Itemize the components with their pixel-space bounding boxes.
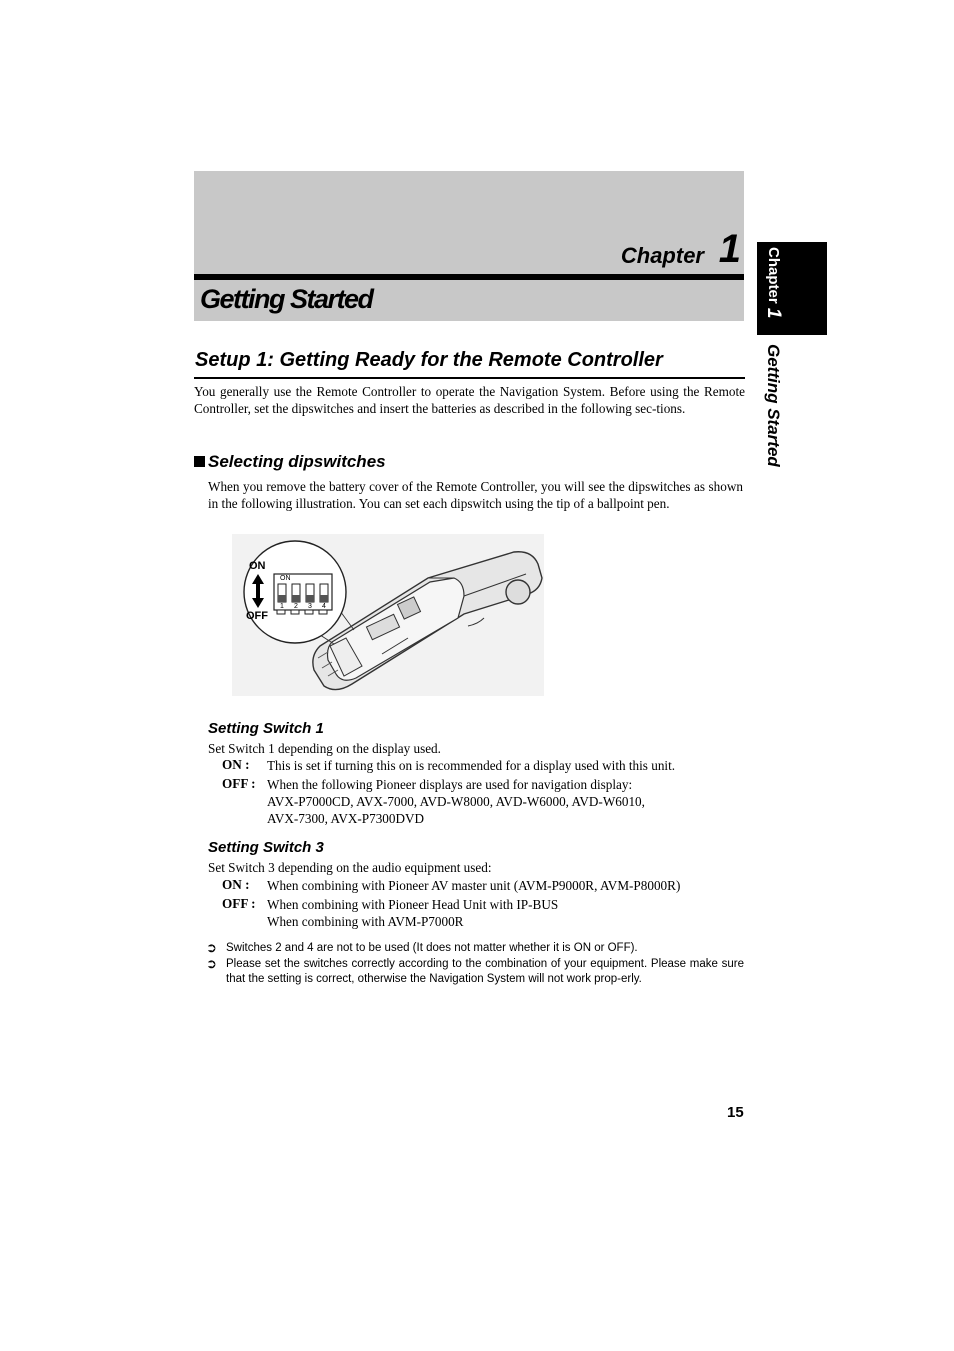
remote-controller-illustration <box>232 534 544 696</box>
switch1-off-line-2: AVX-P7000CD, AVX-7000, AVD-W8000, AVD-W6000, AVD-W6010, <box>267 794 645 809</box>
page-number: 15 <box>727 1104 744 1121</box>
subsection-heading <box>194 452 386 472</box>
switch3-on-text: When combining with Pioneer AV master unit (AVM-P9000R, AVM-P8000R) <box>267 878 681 893</box>
switch3-intro: Set Switch 3 depending on the audio equipment used: <box>208 860 492 875</box>
section-intro: You generally use the Remote Controller to operate the Navigation System. Before using the Remote Controller, set the dipswitches and insert the batteries as described in the following sec-tions. <box>194 384 745 416</box>
chapter-banner <box>194 171 744 321</box>
switch1-off-line-3: AVX-7300, AVX-P7300DVD <box>267 811 425 826</box>
switch1-off-term: OFF : <box>222 776 256 791</box>
section-divider <box>194 377 745 379</box>
dip-block-on-text: ON <box>280 575 291 582</box>
switch1-on-term: ON : <box>222 757 250 772</box>
chapter-title: Getting Started <box>200 284 373 314</box>
dipswitch-description: When you remove the battery cover of the Remote Controller, you will see the dipswitches as shown in the following illustration. You can set each dipswitch using the tip of a ballpoint pen. <box>208 479 743 511</box>
dip-number-1: 1 <box>280 603 284 610</box>
subsection-heading-text: Selecting dipswitches <box>208 452 386 471</box>
remote-controller-drawing <box>232 534 544 696</box>
switch3-heading: Setting Switch 3 <box>208 839 324 856</box>
dip-number-4: 4 <box>322 603 326 610</box>
side-tab-label <box>762 247 784 318</box>
dip-off-label: OFF <box>246 610 268 622</box>
switch1-off-line-1: When the following Pioneer displays are used for navigation display: <box>267 777 633 792</box>
chapter-number: 1 <box>718 227 741 271</box>
section-heading: Setup 1: Getting Ready for the Remote Controller <box>195 349 663 371</box>
switch1-heading: Setting Switch 1 <box>208 720 324 737</box>
chapter-divider <box>194 274 744 280</box>
switch3-on-term: ON : <box>222 877 250 892</box>
note-1: Switches 2 and 4 are not to be used (It does not matter whether it is ON or OFF). <box>226 942 638 954</box>
dip-on-label: ON <box>249 560 266 572</box>
switch3-off-line-2: When combining with AVM-P7000R <box>267 914 464 929</box>
dip-number-2: 2 <box>294 603 298 610</box>
side-section-title: Getting Started <box>764 344 783 467</box>
side-tab-chapter-number: 1 <box>763 307 784 319</box>
switch3-off-line-1: When combining with Pioneer Head Unit with IP-BUS <box>267 897 559 912</box>
square-bullet-icon <box>194 456 205 467</box>
switch1-intro: Set Switch 1 depending on the display used. <box>208 741 441 756</box>
switch1-on-text: This is set if turning this on is recommended for a display used with this unit. <box>267 758 676 773</box>
note-arrow-icon: ➲ <box>206 940 217 955</box>
note-arrow-icon: ➲ <box>206 956 217 971</box>
note-2: Please set the switches correctly according to the combination of your equipment. Please make sure that the setting is correct, otherwise the Navigation System will not work prop-erly. <box>226 958 744 985</box>
dip-number-3: 3 <box>308 603 312 610</box>
switch3-off-term: OFF : <box>222 896 256 911</box>
chapter-label: Chapter <box>620 243 704 268</box>
side-tab-chapter-label: Chapter <box>765 247 782 304</box>
